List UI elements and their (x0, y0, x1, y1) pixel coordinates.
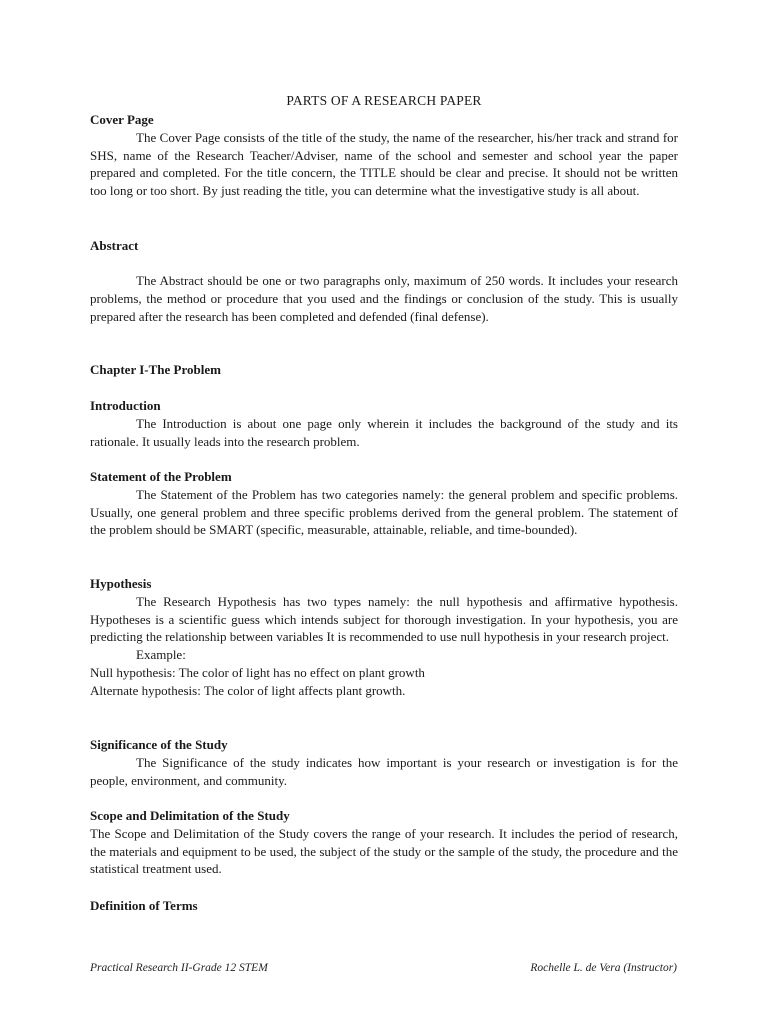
chapter-heading: Chapter I-The Problem (90, 362, 221, 377)
significance-paragraph: The Significance of the study indicates how important is your research or investigation is for the people, environment, and community. (90, 754, 678, 788)
cover-page-section (90, 111, 678, 200)
footer-course: Practical Research II-Grade 12 STEM (90, 962, 268, 974)
example-label: Example: (136, 647, 186, 663)
section-heading-definition: Definition of Terms (90, 898, 198, 913)
abstract-body (90, 272, 678, 325)
null-hypothesis-example: Null hypothesis: The color of light has no effect on plant growth (90, 664, 425, 680)
section-heading-abstract: Abstract (90, 238, 139, 253)
hypothesis-paragraph: The Research Hypothesis has two types namely: the null hypothesis and affirmative hypothesis. Hypotheses is a scientific guess which intends subject for thorough investigation. In your hypothesis, you are predicting the relationship between variables It is recommended to use null hypothesis in your research project. (90, 593, 678, 645)
page-title: PARTS OF A RESEARCH PAPER (286, 93, 482, 108)
significance-section (90, 736, 678, 789)
chapter-section (90, 361, 678, 379)
definition-section (90, 897, 678, 915)
footer-instructor: Rochelle L. de Vera (Instructor) (530, 962, 677, 974)
abstract-paragraph: The Abstract should be one or two paragraphs only, maximum of 250 words. It includes your research problems, the method or procedure that you used and the findings or conclusion of the study. This is usually prepared after the research has been completed and defended (final defense). (90, 273, 678, 324)
hypothesis-section (90, 575, 678, 700)
section-heading-scope: Scope and Delimitation of the Study (90, 808, 290, 823)
section-heading-hypothesis: Hypothesis (90, 576, 152, 591)
cover-page-paragraph: The Cover Page consists of the title of the study, the name of the researcher, his/her track and strand for SHS, name of the Research Teacher/Adviser, name of the school and semester and school year the paper prepared and completed. For the title concern, the TITLE should be clear and precise. It should not be written too long or too short. By just reading the title, you can determine what the investigative study is all about. (90, 129, 678, 199)
abstract-section (90, 237, 678, 255)
introduction-paragraph: The Introduction is about one page only wherein it includes the background of the study and its rationale. It usually leads into the research problem. (90, 415, 678, 449)
section-heading-significance: Significance of the Study (90, 737, 228, 752)
alternate-hypothesis-example: Alternate hypothesis: The color of light affects plant growth. (90, 682, 406, 698)
introduction-section (90, 397, 678, 450)
statement-section (90, 468, 678, 539)
statement-paragraph: The Statement of the Problem has two categories namely: the general problem and specific problems. Usually, one general problem and three specific problems derived from the general problem. The statement of the problem should be SMART (specific, measurable, attainable, reliable, and time-bounded). (90, 486, 678, 538)
scope-paragraph: The Scope and Delimitation of the Study covers the range of your research. It includes the period of research, the materials and equipment to be used, the subject of the study or the sample of the study, the procedure and the statistical treatment used. (90, 825, 678, 877)
scope-section (90, 807, 678, 878)
section-heading-statement: Statement of the Problem (90, 469, 232, 484)
section-heading-cover-page: Cover Page (90, 112, 154, 127)
section-heading-introduction: Introduction (90, 398, 161, 413)
